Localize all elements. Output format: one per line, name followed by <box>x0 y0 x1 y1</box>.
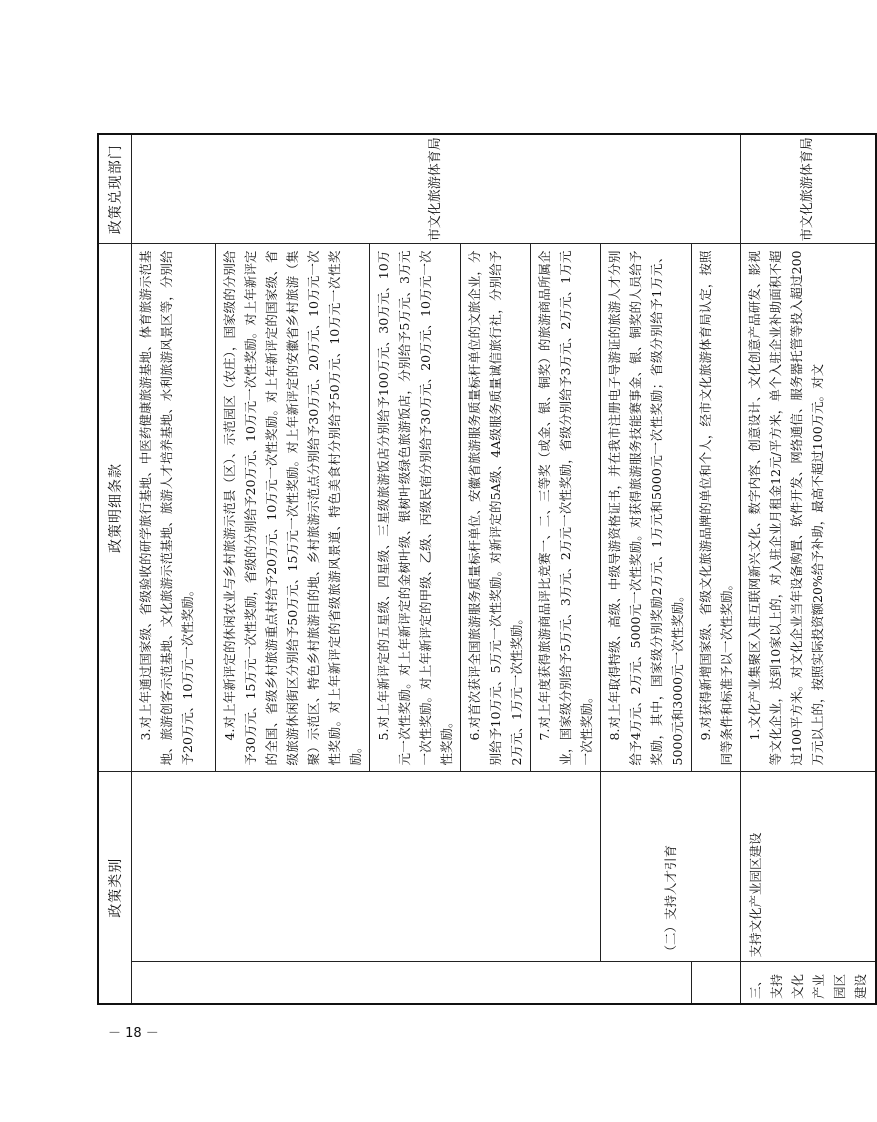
table-row <box>132 134 216 1004</box>
category-talent: （二）支持人才引育 <box>601 772 741 962</box>
table-header-row <box>98 134 132 1004</box>
category-cell-empty <box>132 772 601 962</box>
section-cell-empty <box>132 962 692 1004</box>
category-culture-park: 支持文化产业园区建设 <box>741 772 877 962</box>
page-number: － 18 － <box>108 1026 159 1041</box>
clause-9: 9.对获得新增国家级、省级文化旅游品牌的单位和个人，经市文化旅游体育局认定，按照同等条件和标准予以一次性奖励。 <box>692 244 741 772</box>
clause-culture-1: 1.文化产业集聚区入驻互联网新兴文化、数字内容、创意设计、文化创意产品研发、影视等文化企业，达到10家以上的，对入驻企业月租金12元/平方米，单个入驻企业补助面积不超过100平方米。对文化企业当年设备购置、软件开发、网络通信、服务器托管等投入超过200万元以上的，按照实际投资额20%给予补助，最高不超过100万元。对文 <box>741 244 877 772</box>
rotated-policy-table <box>97 135 868 1005</box>
dept-cell: 市文化旅游体育局 <box>132 134 741 244</box>
header-dept: 政策兑现部门 <box>98 134 132 244</box>
header-detail: 政策明细条款 <box>98 244 132 772</box>
dept-cell-2: 市文化旅游体育局 <box>741 134 877 244</box>
table-row <box>601 134 692 1004</box>
header-category: 政策类别 <box>98 772 132 1004</box>
table-row <box>741 134 877 1004</box>
clause-3: 3.对上年通过国家级、省级验收的研学旅行基地、中医药健康旅游基地、体育旅游示范基地、旅游创客示范基地、文化旅游示范基地、旅游人才培养基地、水利旅游风景区等，分别给予20万元、10万元一次性奖励。 <box>132 244 216 772</box>
clause-4: 4.对上年新评定的休闲农业与乡村旅游示范县（区）、示范园区（农庄），国家级的分别给予30万元、15万元一次性奖励，省级的分别给予20万元、10万元一次性奖励。对上年新评定的全国、省级乡村旅游重点村给予20万元、10万元一次性奖励。对上年新评定的国家级、省级旅游休闲街区分别给予50万元、15万元一次性奖励。对上年新评定的安徽省乡村旅游（集聚）示范区、特色乡村旅游目的地、乡村旅游示范点分别给予30万元、20万元、10万元一次性奖励。对上年新评定的省级旅游风景道、特色美食村分别给予50万元、10万元一次性奖励。 <box>216 244 370 772</box>
clause-7: 7.对上年度获得旅游商品评比竞赛一、二、三等奖（或金、银、铜奖）的旅游商品所属企业，国家级分别给予5万元、3万元、2万元一次性奖励，省级分别给予3万元、2万元、1万元一次性奖励。 <box>531 244 601 772</box>
clause-5: 5.对上年新评定的五星级、四星级、三星级旅游饭店分别给予100万元、30万元、10万元一次性奖励。对上年新评定的金树叶级、银树叶级绿色旅游饭店，分别给予5万元、3万元一次性奖励。对上年新评定的甲级、乙级、丙级民宿分别给予30万元、20万元、10万元一次性奖励。 <box>370 244 461 772</box>
section-cell-empty-2 <box>692 962 741 1004</box>
clause-8: 8.对上年取得特级、高级、中级导游资格证书，并在我市注册电子导游证的旅游人才分别给予4万元、2万元、5000元一次性奖励。对获得旅游服务技能赛事金、银、铜奖的人员给予奖励，其中，国家级分别奖励2万元、1万元和5000元一次性奖励；省级分别给予1万元、5000元和3000元一次性奖励。 <box>601 244 692 772</box>
policy-table <box>97 133 877 1005</box>
section-culture-industry: 三、支持文化产业园区建设 <box>741 962 877 1004</box>
clause-6: 6.对首次获评全国旅游服务质量标杆单位、安徽省旅游服务质量标杆单位的文旅企业，分别给予10万元、5万元一次性奖励。对新评定的5A级、4A级服务质量诚信旅行社，分别给予2万元、1万元一次性奖励。 <box>461 244 531 772</box>
